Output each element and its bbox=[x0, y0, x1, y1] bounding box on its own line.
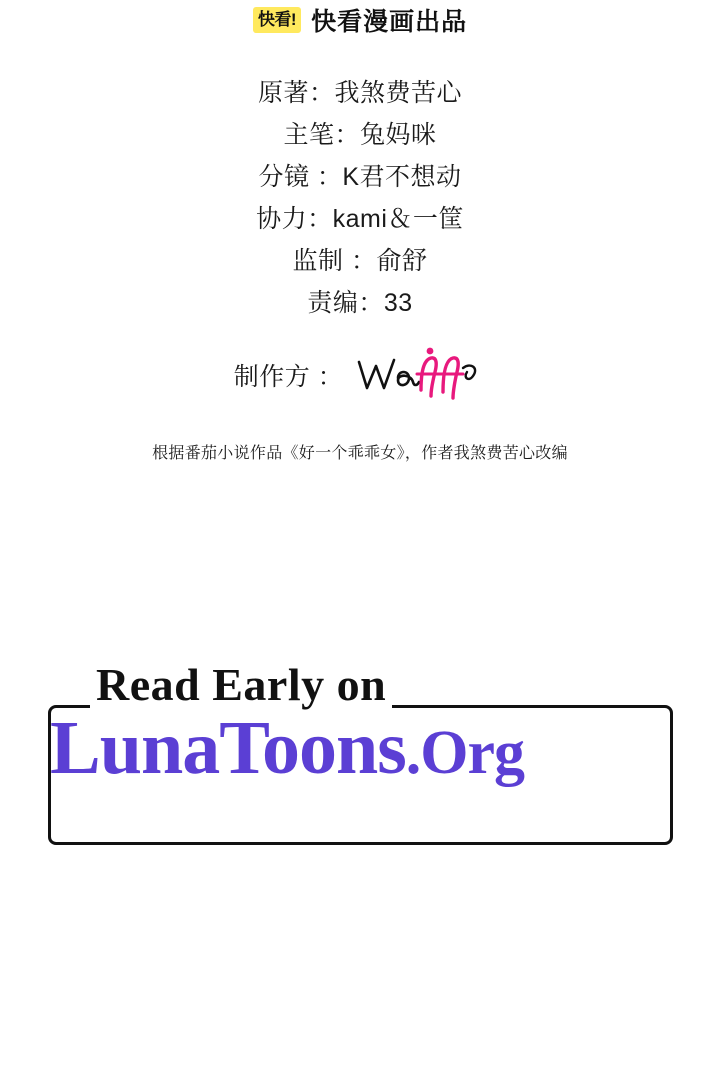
credit-line-supervisor: 监制 ：俞舒 bbox=[292, 247, 428, 275]
credits-block bbox=[0, 72, 720, 324]
publisher-header bbox=[0, 0, 720, 40]
promo-block[interactable] bbox=[0, 650, 720, 880]
credit-line-assistance: 协力：kami＆一筐 bbox=[256, 205, 464, 233]
publisher-name: 快看漫画出品 bbox=[311, 8, 468, 36]
promo-headline: Read Early on bbox=[90, 658, 392, 711]
promo-site-tld: .Org bbox=[405, 719, 525, 787]
promo-site-base: LunaToons bbox=[50, 706, 406, 790]
kuaikan-badge-icon: 快看! bbox=[253, 7, 301, 33]
producer-row bbox=[0, 344, 720, 406]
credit-line-editor: 责编：33 bbox=[307, 289, 413, 317]
credit-line-lead-artist: 主笔：兔妈咪 bbox=[283, 121, 437, 149]
wanff-signature-icon bbox=[351, 344, 486, 406]
credit-line-author: 原著：我煞费苦心 bbox=[257, 79, 462, 107]
promo-site-name[interactable] bbox=[50, 706, 680, 790]
source-note: 根据番茄小说作品《好一个乖乖女》，作者我煞费苦心改编 bbox=[152, 445, 568, 462]
credit-line-storyboard: 分镜 ：K君不想动 bbox=[258, 163, 462, 191]
producer-label: 制作方 ： bbox=[233, 363, 344, 391]
